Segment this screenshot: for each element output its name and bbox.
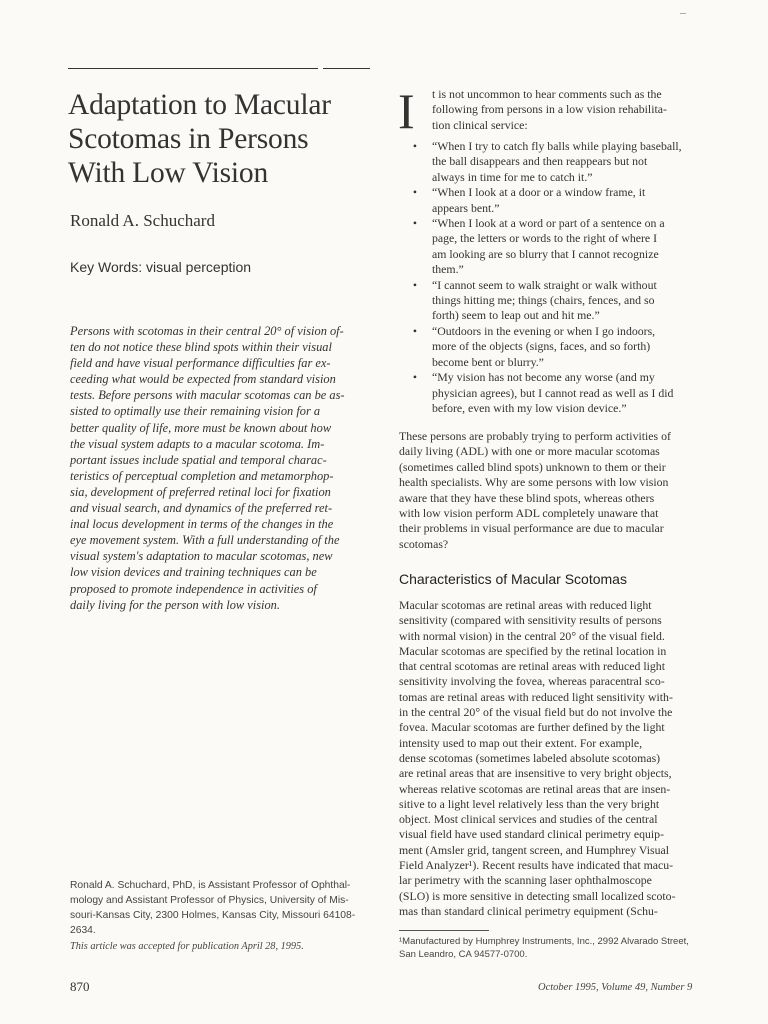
paragraph-line: daily living (ADL) with one or more macular scotomas (399, 444, 660, 459)
section-line: mas than standard clinical perimetry equipment (Schu- (399, 903, 658, 918)
bullet-icon: • (412, 370, 418, 385)
section-line: sensitivity involving the fovea, whereas paracentral sco- (399, 674, 665, 689)
abstract-line: Persons with scotomas in their central 20° of vision of- (70, 324, 344, 338)
quote-item (405, 324, 682, 370)
abstract-line: portant issues include spatial and temporal charac- (70, 452, 327, 467)
section-line: Macular scotomas are specified by the retinal location in (399, 643, 667, 658)
abstract-line: better quality of life, more must be known about how (70, 420, 332, 435)
title-line: With Low Vision (68, 157, 268, 189)
paragraph-line: (sometimes called blind spots) unknown to them or their (399, 459, 666, 474)
abstract-line: the visual system adapts to a macular scotoma. Im- (70, 436, 325, 451)
abstract-line: daily living for the person with low vision. (70, 597, 280, 612)
section-line: (SLO) is more sensitive in detecting small localized scoto- (399, 888, 676, 903)
abstract-line: sia, development of preferred retinal loci for fixation (70, 484, 331, 499)
bullet-icon: • (412, 323, 418, 338)
intro-line: tion clinical service: (432, 117, 528, 132)
section-line: Field Analyzer¹). Recent results have indicated that macu- (399, 858, 674, 873)
bio-line: Ronald A. Schuchard, PhD, is Assistant Professor of Ophthal- (70, 880, 351, 891)
quote-line: “When I look at a word or part of a sentence on a (432, 216, 665, 231)
header-rule-left (68, 68, 318, 69)
quote-item (405, 216, 682, 278)
quote-line: “Outdoors in the evening or when I go indoors, (432, 323, 656, 338)
abstract-line: sisted to optimally use their remaining vision for a (70, 404, 321, 419)
section-line: fovea. Macular scotomas are further defined by the light (399, 720, 665, 735)
quote-line: “When I try to catch fly balls while playing baseball, (432, 139, 682, 153)
article-title (68, 88, 368, 190)
quote-line: am looking are so blurry that I cannot recognize (432, 246, 659, 261)
abstract-line: field and have visual performance difficulties far ex- (70, 356, 331, 371)
article-keywords: Key Words: visual perception (70, 259, 252, 275)
quote-line: page, the letters or words to the right of where I (432, 231, 658, 246)
section-line: lar perimetry with the scanning laser ophthalmoscope (399, 873, 652, 888)
abstract-line: eye movement system. With a full understanding of the (70, 533, 340, 548)
quote-item (405, 139, 682, 185)
corner-mark: – (680, 5, 686, 19)
section-line: dense scotomas (sometimes labeled absolute scotomas) (399, 750, 661, 765)
section-line: sensitivity (compared with sensitivity results of persons (399, 613, 662, 628)
quote-item (405, 278, 682, 324)
page-number: 870 (70, 979, 90, 994)
footnote (399, 935, 689, 961)
section-heading: Characteristics of Macular Scotomas (399, 571, 627, 587)
article-author: Ronald A. Schuchard (70, 211, 215, 230)
section-line: sitive to a light level relatively less than the very bright (399, 796, 660, 811)
bio-line: souri-Kansas City, 2300 Holmes, Kansas City, Missouri 64108- (70, 910, 356, 922)
section-line: intensity used to map out their extent. For example, (399, 735, 643, 750)
section-line: tomas are retinal areas with reduced light sensitivity with- (399, 689, 673, 704)
quote-line: always in time for me to catch it.” (432, 169, 593, 184)
section-line: ment (Amsler grid, tangent screen, and Humphrey Visual (399, 842, 670, 857)
intro-text (432, 87, 667, 133)
section-line: visual field have used standard clinical perimetry equip- (399, 827, 665, 842)
paragraph-line: their problems in visual performance are due to macular (399, 521, 664, 536)
abstract-line: tests. Before persons with macular scotomas can be as- (70, 388, 345, 403)
quote-line: things hitting me; things (chairs, fences, and so (432, 293, 655, 308)
bio-line: mology and Assistant Professor of Physics, University of Mis- (70, 895, 349, 907)
section-line: in the central 20° of the visual field but do not involve the (399, 705, 673, 720)
paragraph-line: with low vision perform ADL completely unaware that (399, 506, 659, 521)
quote-line: them.” (432, 262, 464, 277)
quote-line: “I cannot seem to walk straight or walk without (432, 277, 657, 292)
quote-line: “My vision has not become any worse (and my (432, 370, 655, 385)
title-line: Scotomas in Persons (68, 123, 309, 155)
section-body (399, 598, 676, 919)
section-line: whereas relative scotomas are retinal areas that are insen- (399, 781, 671, 796)
quote-list (405, 139, 682, 416)
paragraph-line: These persons are probably trying to perform activities of (399, 429, 671, 443)
issue-dateline: October 1995, Volume 49, Number 9 (538, 982, 693, 993)
footnote-line: San Leandro, CA 94577-0700. (399, 949, 528, 960)
acceptance-note: This article was accepted for publication April 28, 1995. (70, 941, 304, 952)
quote-line: become bent or blurry.” (432, 354, 544, 369)
paragraph-line: health specialists. Why are some persons with low vision (399, 475, 669, 490)
drop-cap: I (398, 83, 415, 139)
footnote-rule (399, 930, 489, 931)
section-line: that central scotomas are retinal areas with reduced light (399, 659, 665, 674)
quote-line: the ball disappears and then reappears but not (432, 154, 648, 169)
quote-line: before, even with my low vision device.” (432, 400, 627, 415)
quote-item (405, 185, 682, 216)
abstract (70, 323, 353, 613)
footnote-line: ¹Manufactured by Humphrey Instruments, Inc., 2992 Alvarado Street, (399, 936, 689, 947)
bio-line: 2634. (70, 925, 96, 937)
bullet-icon: • (412, 216, 418, 231)
quote-line: appears bent.” (432, 200, 500, 215)
body-paragraph (399, 429, 671, 552)
author-bio (70, 878, 370, 938)
section-line: with normal vision) in the central 20° of the visual field. (399, 628, 665, 643)
paragraph-line: aware that they have these blind spots, whereas others (399, 490, 655, 505)
title-line: Adaptation to Macular (68, 89, 331, 121)
abstract-line: and visual search, and dynamics of the preferred ret- (70, 501, 333, 516)
quote-line: forth) seem to leap out and hit me.” (432, 308, 600, 323)
abstract-line: ten do not notice these blind spots within their visual (70, 340, 332, 355)
abstract-line: visual system's adaptation to macular scotomas, new (70, 549, 333, 564)
quote-line: “When I look at a door or a window frame, it (432, 185, 646, 200)
intro-line: t is not uncommon to hear comments such as the (432, 87, 662, 101)
abstract-line: inal locus development in terms of the changes in the (70, 517, 334, 532)
quote-line: physician agrees), but I cannot read as well as I did (432, 385, 674, 400)
bullet-icon: • (412, 277, 418, 292)
header-rule-right (323, 68, 370, 69)
abstract-line: teristics of perceptual completion and metamorphop- (70, 468, 334, 483)
abstract-line: proposed to promote independence in activities of (70, 581, 317, 596)
section-line: object. Most clinical services and studies of the central (399, 812, 658, 827)
bullet-icon: • (412, 139, 418, 153)
intro-line: following from persons in a low vision rehabilita- (432, 102, 667, 117)
quote-item (405, 370, 682, 416)
section-line: Macular scotomas are retinal areas with reduced light (399, 598, 652, 612)
bullet-icon: • (412, 185, 418, 200)
paragraph-line: scotomas? (399, 536, 449, 551)
quote-line: more of the objects (signs, faces, and so forth) (432, 339, 651, 354)
abstract-line: low vision devices and training techniques can be (70, 565, 317, 580)
abstract-line: ceeding what would be expected from standard vision (70, 372, 336, 387)
section-line: are retinal areas that are insensitive to very bright objects, (399, 766, 672, 781)
